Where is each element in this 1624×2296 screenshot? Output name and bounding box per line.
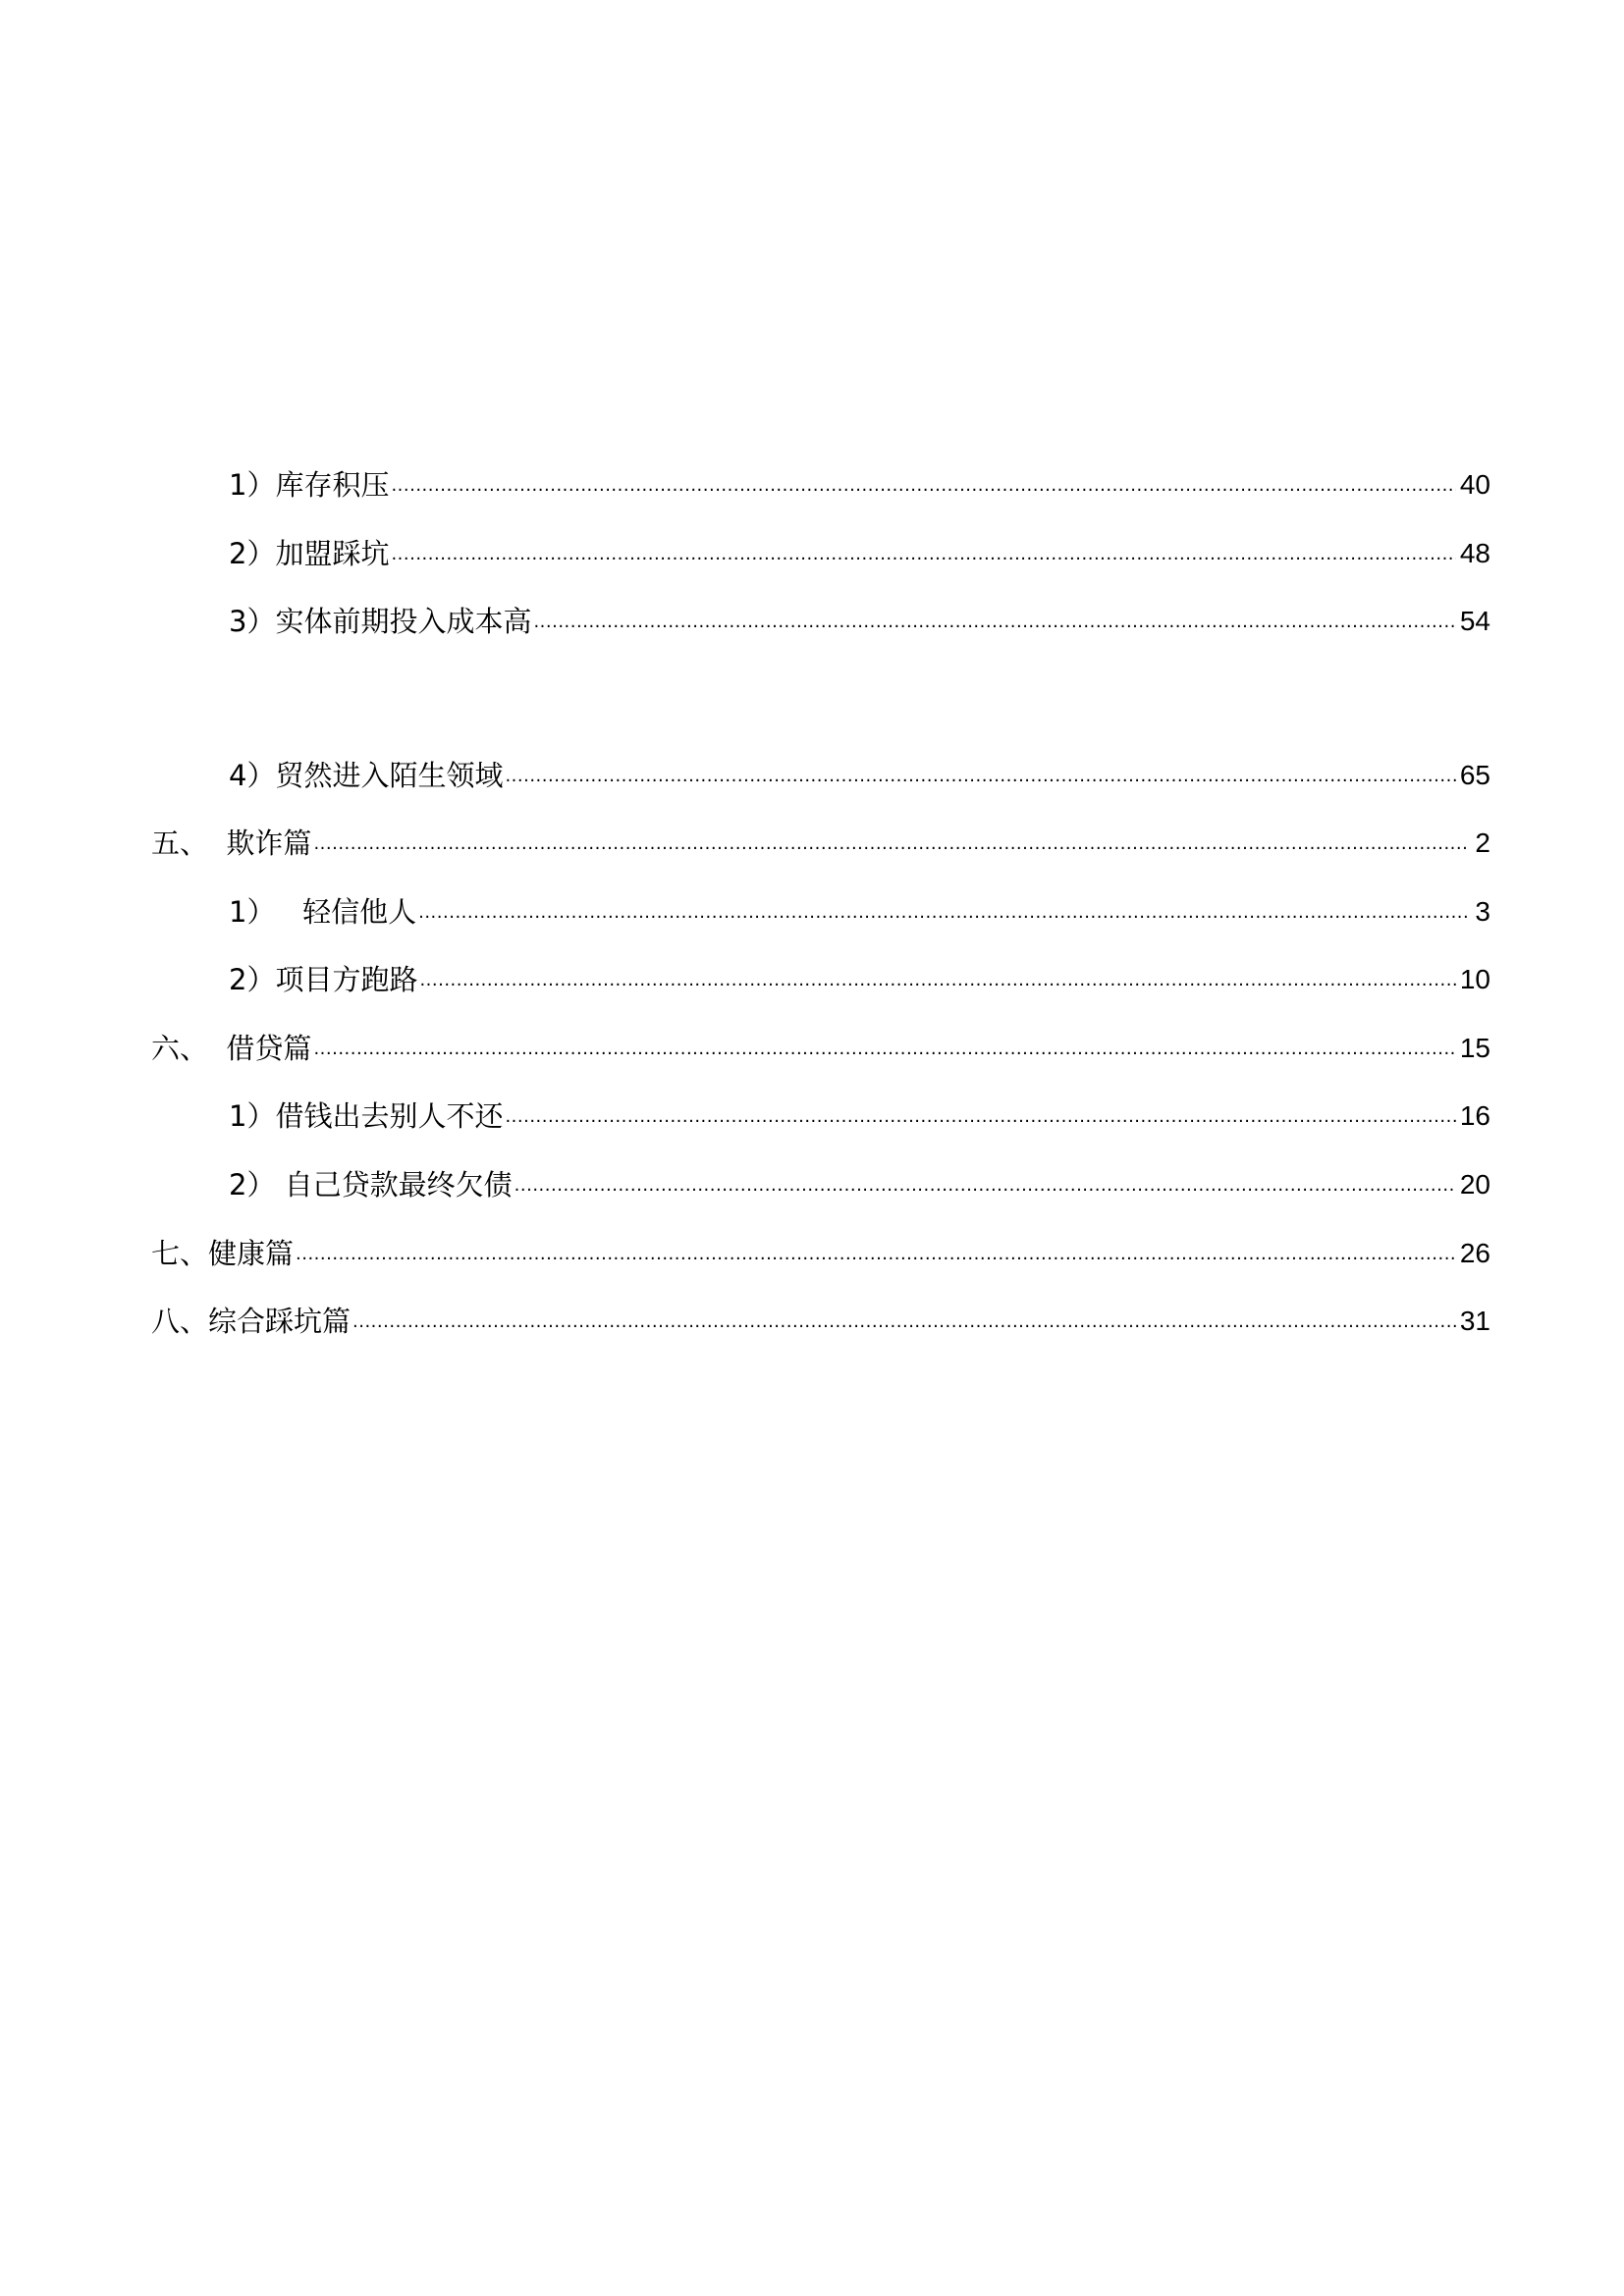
toc-entry[interactable] [151, 1302, 1490, 1341]
toc-leader-dots [505, 1104, 1455, 1130]
toc-entry-label: 2）项目方跑路 [229, 963, 418, 996]
toc-entry-label: 八、综合踩坑篇 [151, 1305, 352, 1338]
toc-leader-dots [391, 542, 1455, 567]
toc-entry[interactable] [229, 892, 1490, 932]
toc-entry-label: 1） 轻信他人 [229, 895, 417, 929]
toc-entry-label: 六、 借贷篇 [151, 1032, 312, 1065]
toc-page-number: 15 [1459, 1033, 1490, 1063]
toc-leader-dots [391, 473, 1455, 499]
toc-entry[interactable] [229, 1165, 1490, 1204]
toc-entry[interactable] [229, 960, 1490, 999]
toc-leader-dots [352, 1309, 1456, 1335]
toc-entry-label: 2） 自己贷款最终欠债 [229, 1168, 513, 1201]
toc-entry[interactable] [151, 824, 1490, 863]
toc-entry[interactable] [151, 1029, 1490, 1068]
toc-leader-dots [533, 610, 1455, 635]
toc-entry[interactable] [229, 1096, 1490, 1136]
toc-entry-label: 2）加盟踩坑 [229, 537, 390, 570]
toc-entry[interactable] [229, 465, 1490, 505]
toc-entry-label: 3）实体前期投入成本高 [229, 605, 532, 638]
toc-entry[interactable] [229, 602, 1490, 641]
toc-page-number: 26 [1459, 1238, 1490, 1268]
toc-leader-dots [418, 900, 1467, 926]
toc-entry[interactable] [151, 1234, 1490, 1273]
toc-entry-label: 4）贸然进入陌生领域 [229, 759, 504, 792]
toc-page-number: 40 [1459, 469, 1490, 500]
toc-entry-label: 五、 欺诈篇 [151, 827, 312, 860]
toc-leader-dots [505, 764, 1455, 789]
toc-leader-dots [514, 1173, 1456, 1199]
toc-leader-dots [296, 1242, 1456, 1267]
toc-leader-dots [313, 1037, 1455, 1062]
toc-page-number: 65 [1459, 760, 1490, 790]
toc-entry-label: 1）借钱出去别人不还 [229, 1099, 504, 1133]
toc-page-number: 31 [1459, 1306, 1490, 1336]
toc-page-number: 16 [1459, 1100, 1490, 1131]
toc-leader-dots [313, 831, 1467, 857]
toc-entry-label: 七、健康篇 [151, 1237, 295, 1270]
toc-entry[interactable] [229, 756, 1490, 795]
toc-page-number: 3 [1475, 896, 1490, 927]
toc-entry-label: 1）库存积压 [229, 468, 390, 502]
toc-page-number: 48 [1459, 538, 1490, 568]
toc-page-number: 54 [1459, 606, 1490, 636]
toc-entry[interactable] [229, 534, 1490, 573]
toc-page-number: 20 [1459, 1169, 1490, 1200]
toc-leader-dots [419, 968, 1455, 993]
toc-page-number: 10 [1459, 964, 1490, 994]
toc-page-number: 2 [1475, 828, 1490, 858]
